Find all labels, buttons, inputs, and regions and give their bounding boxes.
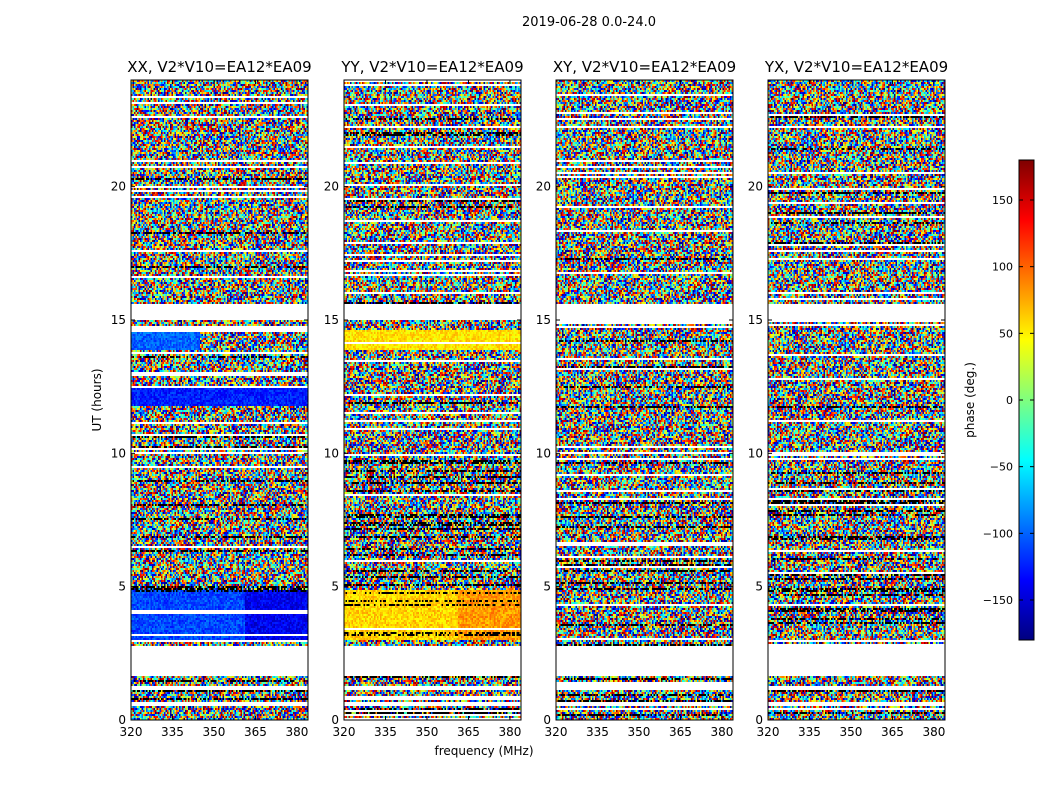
phase-heatmap-xx [131, 80, 308, 720]
y-tick-label: 20 [747, 179, 763, 194]
y-tick-label: 15 [110, 313, 126, 327]
phase-heatmap-yy [344, 80, 521, 720]
x-tick-label: 335 [798, 725, 821, 739]
x-tick-label: 365 [244, 725, 267, 739]
phase-heatmap-xy [556, 80, 733, 720]
y-axis-label: UT (hours) [90, 368, 104, 432]
x-tick-label: 365 [457, 725, 480, 739]
y-tick-label: 5 [118, 579, 126, 594]
x-tick-label: 335 [161, 725, 184, 739]
x-tick-label: 365 [881, 725, 904, 739]
y-tick-label: 20 [110, 179, 126, 194]
x-tick-label: 335 [374, 725, 397, 739]
phase-heatmap-yx [768, 80, 945, 720]
x-tick-label: 350 [839, 725, 863, 739]
y-tick-label: 0 [543, 713, 551, 727]
y-tick-label: 15 [747, 313, 763, 327]
colorbar-tick-label: 150 [992, 194, 1013, 207]
x-tick-label: 380 [922, 725, 946, 739]
colorbar-tick-label: −150 [982, 594, 1013, 607]
x-tick-label: 320 [119, 725, 143, 739]
y-tick-label: 5 [755, 579, 763, 594]
x-tick-label: 335 [586, 725, 609, 739]
y-tick-label: 0 [331, 713, 339, 727]
y-tick-label: 10 [110, 446, 126, 461]
colorbar-tick-label: 100 [992, 260, 1013, 274]
panel-title: XX, V2*V10=EA12*EA09 [127, 58, 312, 76]
x-tick-label: 380 [285, 725, 309, 739]
y-tick-label: 5 [543, 579, 551, 594]
colorbar-label: phase (deg.) [963, 362, 977, 438]
colorbar-tick-label: 0 [1006, 394, 1013, 407]
y-tick-label: 0 [755, 713, 763, 727]
y-tick-label: 20 [323, 179, 339, 194]
y-tick-label: 20 [535, 179, 551, 194]
colorbar-tick-label: −100 [982, 527, 1013, 541]
colorbar-tick-label: 50 [999, 327, 1013, 341]
x-tick-label: 320 [332, 725, 356, 739]
x-tick-label: 380 [498, 725, 522, 739]
x-axis-label: frequency (MHz) [434, 744, 534, 758]
x-tick-label: 320 [544, 725, 568, 739]
x-tick-label: 380 [710, 725, 734, 739]
figure-title: 2019-06-28 0.0-24.0 [522, 15, 656, 30]
y-tick-label: 10 [535, 446, 551, 461]
x-tick-label: 320 [756, 725, 780, 739]
x-tick-label: 350 [202, 725, 226, 739]
x-tick-label: 350 [415, 725, 439, 739]
y-tick-label: 15 [535, 313, 551, 327]
y-tick-label: 10 [323, 446, 339, 461]
panel-title: YY, V2*V10=EA12*EA09 [341, 58, 524, 76]
y-tick-label: 0 [118, 713, 126, 727]
colorbar-tick-label: −50 [989, 460, 1013, 474]
y-tick-label: 10 [747, 446, 763, 461]
panel-title: YX, V2*V10=EA12*EA09 [764, 58, 949, 76]
y-tick-label: 5 [331, 579, 339, 594]
y-tick-label: 15 [323, 313, 339, 327]
x-tick-label: 365 [669, 725, 692, 739]
panel-title: XY, V2*V10=EA12*EA09 [552, 58, 737, 76]
x-tick-label: 350 [627, 725, 651, 739]
